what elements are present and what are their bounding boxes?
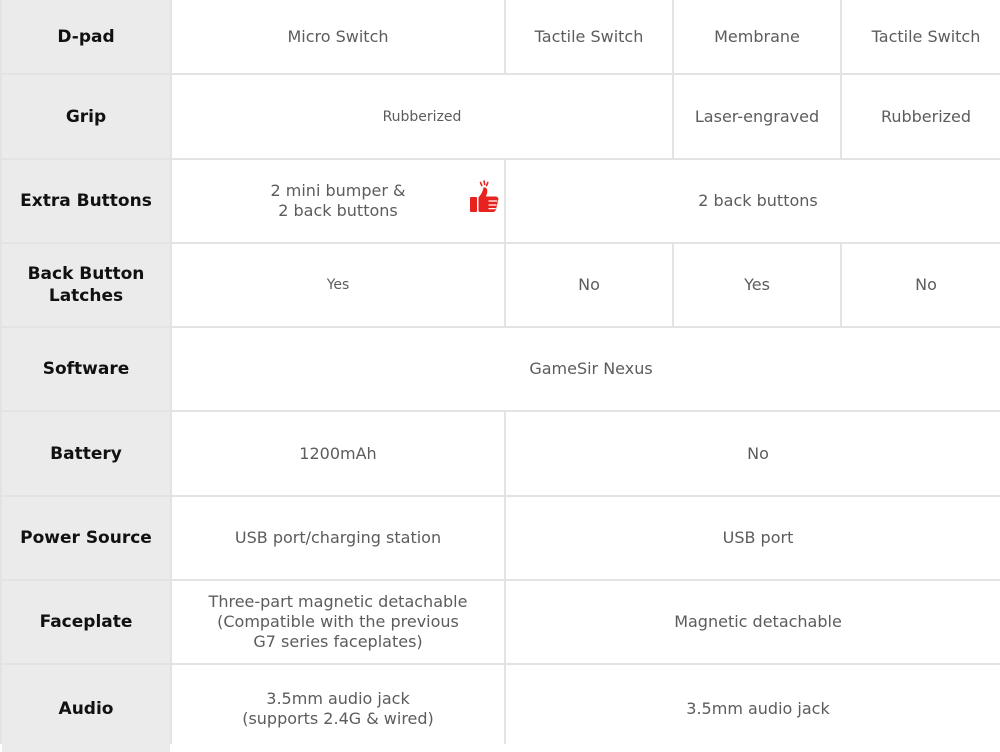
row-header-back-button-latches: Back Button Latches [2,244,170,326]
row-header-dpad: D-pad [2,0,170,73]
cell-latches-3: Yes [674,244,840,326]
cell-latches-4: No [842,244,1000,326]
row-header-power-source: Power Source [2,497,170,579]
thumbs-up-icon [469,180,501,216]
cell-software: GameSir Nexus [172,328,1000,410]
row-header-battery: Battery [2,412,170,495]
cell-extra-buttons-1 [172,160,504,242]
cell-extra-buttons-2: 2 back buttons [506,160,1000,242]
row-header-audio: Audio [2,665,170,752]
cell-faceplate-2: Magnetic detachable [506,581,1000,663]
cell-dpad-3: Membrane [674,0,840,73]
cell-audio-1: 3.5mm audio jack (supports 2.4G & wired) [172,665,504,752]
cell-dpad-2: Tactile Switch [506,0,672,73]
row-header-faceplate: Faceplate [2,581,170,663]
cell-power-source-2: USB port [506,497,1000,579]
cell-audio-2: 3.5mm audio jack [506,665,1000,752]
cell-latches-2: No [506,244,672,326]
cell-grip-1: Rubberized [172,75,672,158]
cell-grip-3: Rubberized [842,75,1000,158]
cell-dpad-1: Micro Switch [172,0,504,73]
cell-battery-2: No [506,412,1000,495]
cell-battery-1: 1200mAh [172,412,504,495]
row-header-software: Software [2,328,170,410]
cell-grip-2: Laser-engraved [674,75,840,158]
row-header-grip: Grip [2,75,170,158]
cell-extra-buttons-1-text: 2 mini bumper & 2 back buttons [270,181,406,220]
cell-latches-1: Yes [172,244,504,326]
row-header-extra-buttons: Extra Buttons [2,160,170,242]
cell-power-source-1: USB port/charging station [172,497,504,579]
cell-dpad-4: Tactile Switch [842,0,1000,73]
cell-faceplate-1: Three-part magnetic detachable (Compatible with the previous G7 series faceplates) [172,581,504,663]
